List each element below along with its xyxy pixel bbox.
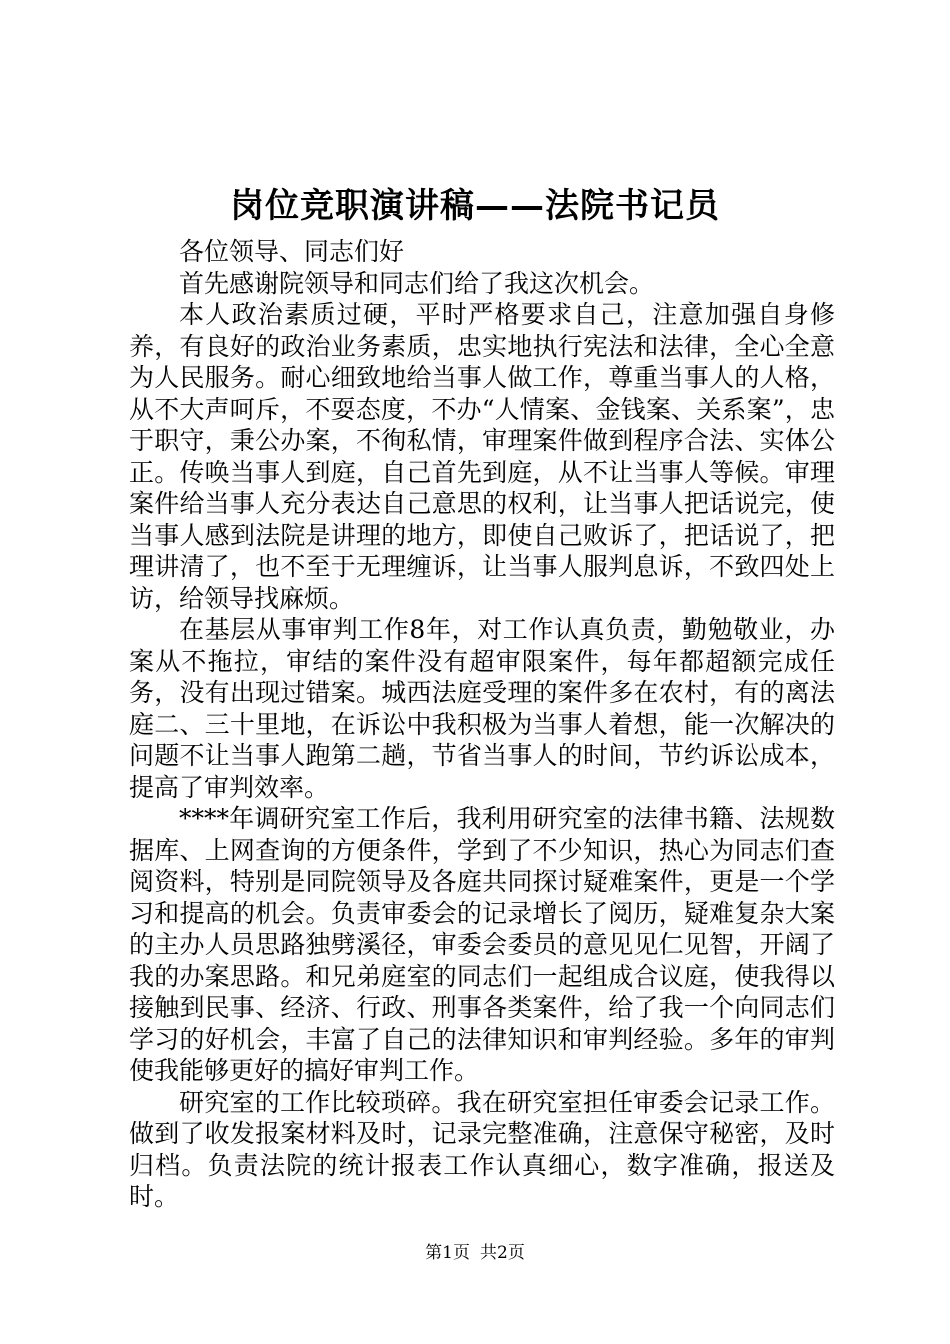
document-body [129,236,835,1213]
page-total: 共2页 [480,1243,525,1263]
body-paragraph: ****年调研究室工作后，我利用研究室的法律书籍、法规数据库、上网查询的方便条件，学到了不少知识，热心为同志们查阅资料，特别是同院领导及各庭共同探讨疑难案件，更是一个学习和提高的机会。负责审委会的记录增长了阅历，疑难复杂大案的主办人员思路独劈溪径，审委会委员的意见见仁见智，开阔了我的办案思路。和兄弟庭室的同志们一起组成合议庭，使我得以接触到民事、经济、行政、刑事各类案件，给了我一个向同志们学习的好机会，丰富了自己的法律知识和审判经验。多年的审判使我能够更好的搞好审判工作。 [129,804,835,1085]
salutation-paragraph: 各位领导、同志们好 [179,237,405,266]
page-footer [0,1241,950,1265]
thanks-paragraph: 首先感谢院领导和同志们给了我这次机会。 [179,268,655,298]
body-paragraph: 本人政治素质过硬，平时严格要求自己，注意加强自身修养，有良好的政治业务素质，忠实地执行宪法和法律，全心全意为人民服务。耐心细致地给当事人做工作，尊重当事人的人格，从不大声呵斥，不耍态度，不办“人情案、金钱案、关系案”，忠于职守，秉公办案，不徇私情，审理案件做到程序合法、实体公正。传唤当事人到庭，自己首先到庭，从不让当事人等候。审理案件给当事人充分表达自己意思的权利，让当事人把话说完，使当事人感到法院是讲理的地方，即使自己败诉了，把话说了，把理讲清了，也不至于无理缠诉，让当事人服判息诉，不致四处上访，给领导找麻烦。 [129,300,835,613]
body-paragraph: 研究室的工作比较琐碎。我在研究室担任审委会记录工作。做到了收发报案材料及时，记录完整准确，注意保守秘密，及时归档。负责法院的统计报表工作认真细心，数字准确，报送及时。 [129,1087,835,1211]
body-paragraph: 在基层从事审判工作8年，对工作认真负责，勤勉敬业，办案从不拖拉，审结的案件没有超审限案件，每年都超额完成任务，没有出现过错案。城西法庭受理的案件多在农村，有的离法庭二、三十里地，在诉讼中我积极为当事人着想，能一次解决的问题不让当事人跑第二趟，节省当事人的时间，节约诉讼成本，提高了审判效率。 [129,615,835,802]
page-number: 第1页 [425,1243,470,1263]
document-title: 岗位竞职演讲稿——法院书记员 [230,186,720,226]
